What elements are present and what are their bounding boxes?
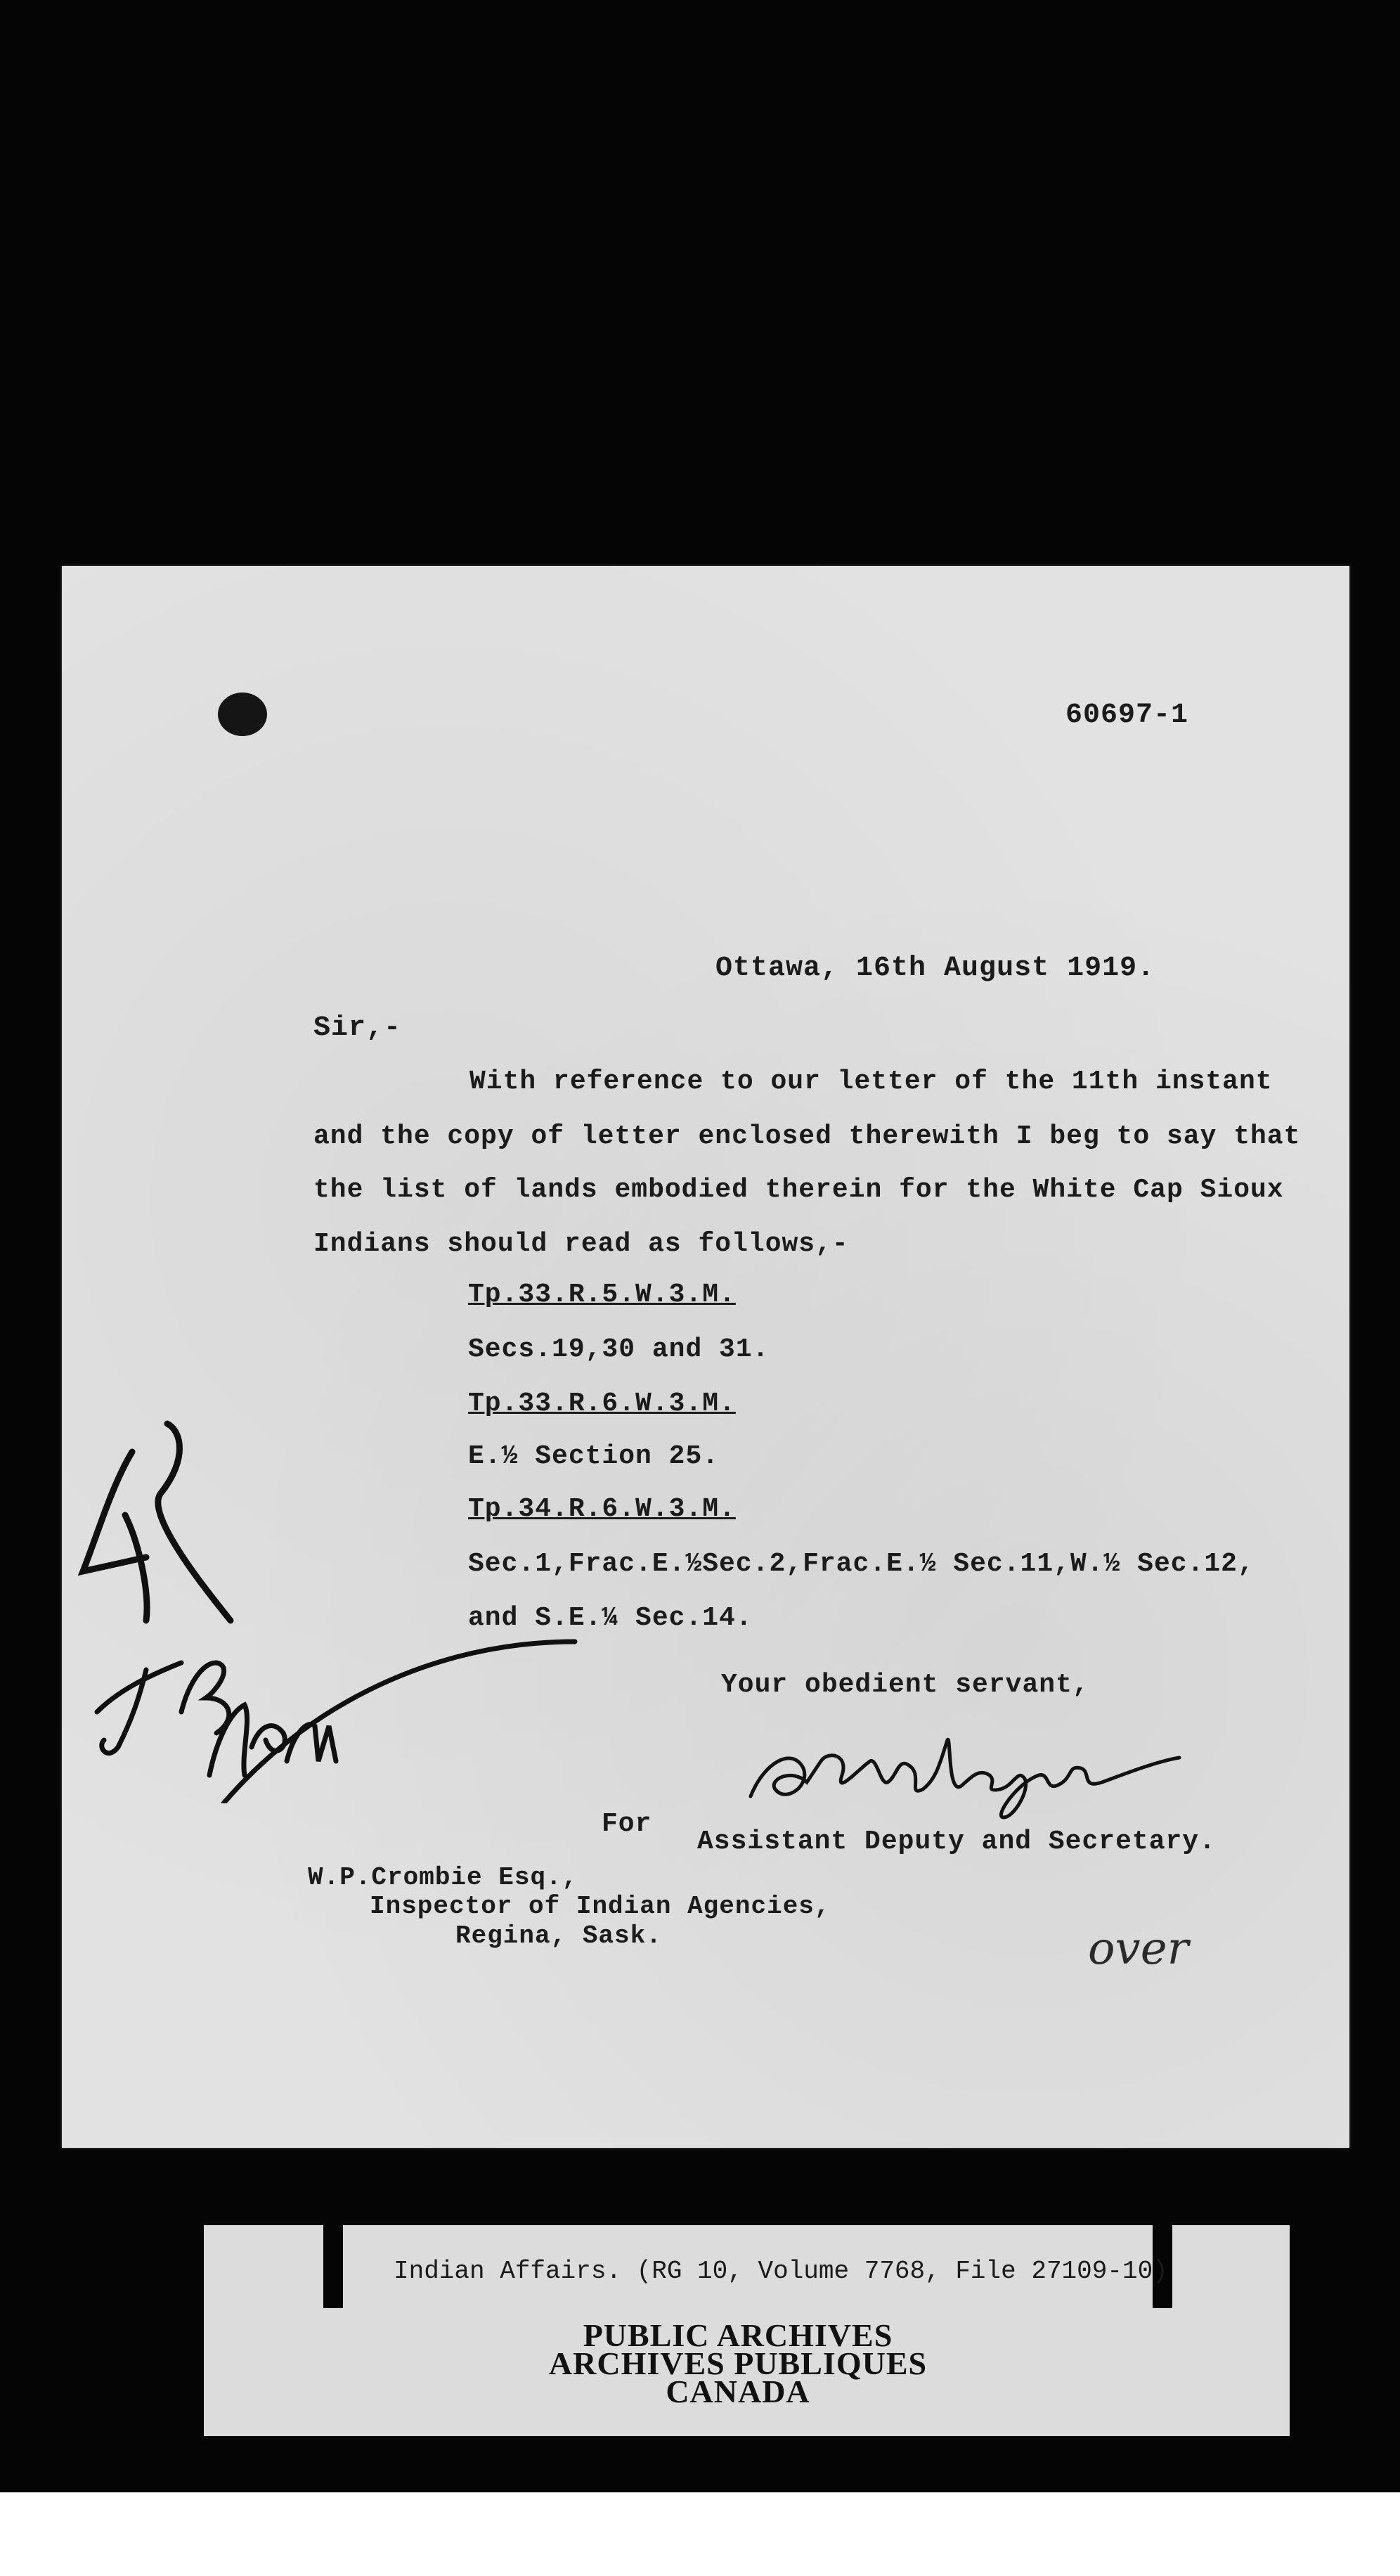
letter-page	[62, 566, 1349, 2148]
body-line: and the copy of letter enclosed therewith I beg to say that	[313, 1121, 1301, 1152]
body-line: the list of lands embodied therein for the White Cap Sioux	[313, 1175, 1284, 1205]
land-description: Secs.19,30 and 31.	[468, 1334, 770, 1365]
for-label: For	[602, 1809, 652, 1839]
land-description: Sec.1,Frac.E.½Sec.2,Frac.E.½ Sec.11,W.½ Sec.12,	[468, 1549, 1255, 1579]
dateline: Ottawa, 16th August 1919.	[715, 953, 1155, 984]
closing: Your obedient servant,	[721, 1670, 1089, 1700]
addressee-line: W.P.Crombie Esq.,	[308, 1863, 578, 1892]
handwritten-over: over	[1088, 1923, 1189, 1975]
land-description: E.½ Section 25.	[468, 1441, 720, 1471]
archive-reference: Indian Affairs. (RG 10, Volume 7768, File 27109-10)	[394, 2257, 1168, 2286]
file-number: 60697-1	[1065, 700, 1189, 731]
archive-line: PUBLIC ARCHIVES	[583, 2317, 893, 2353]
signature	[737, 1719, 1186, 1824]
handwritten-initials	[41, 1410, 589, 1803]
township-heading: Tp.33.R.6.W.3.M.	[468, 1389, 736, 1419]
archive-line: ARCHIVES PUBLIQUES	[548, 2345, 928, 2381]
body-line: With reference to our letter of the 11th instant	[469, 1067, 1273, 1097]
township-heading: Tp.34.R.6.W.3.M.	[468, 1494, 736, 1524]
label-clip-left	[323, 2225, 343, 2308]
archive-line: CANADA	[666, 2374, 810, 2409]
addressee-line: Regina, Sask.	[455, 1921, 662, 1950]
salutation: Sir,-	[313, 1012, 402, 1044]
body-line: Indians should read as follows,-	[313, 1229, 849, 1259]
signer-title: Assistant Deputy and Secretary.	[697, 1827, 1216, 1857]
punch-hole	[218, 693, 267, 736]
addressee-line: Inspector of Indian Agencies,	[370, 1892, 831, 1921]
township-heading: Tp.33.R.5.W.3.M.	[468, 1280, 736, 1310]
land-description: and S.E.¼ Sec.14.	[468, 1603, 753, 1633]
